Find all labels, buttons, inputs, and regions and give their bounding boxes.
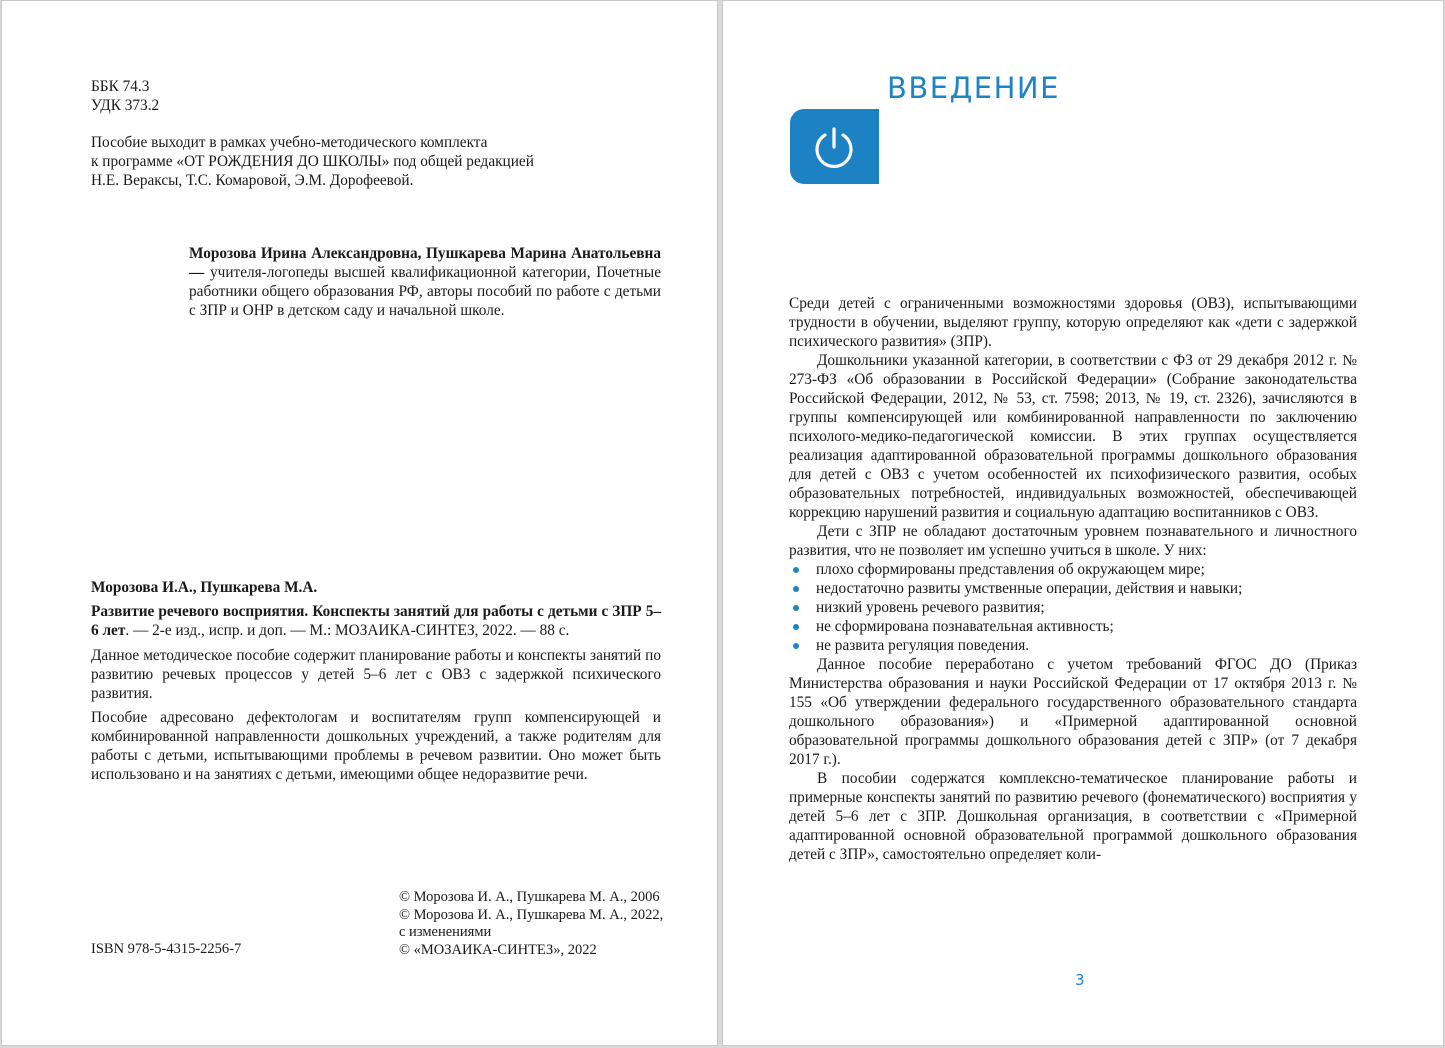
chapter-title: ВВЕДЕНИЕ (887, 71, 1060, 105)
bullet-text: плохо сформированы представления об окружающем мире; (816, 561, 1205, 578)
bullet-dot-icon (793, 586, 799, 592)
isbn: ISBN 978-5-4315-2256-7 (91, 941, 242, 957)
authors-names: Морозова Ирина Александровна, Пушкарева Марина Анатольевна — (189, 245, 661, 281)
body-paragraph: В пособии содержатся комплексно-тематическое планирование работы и примерные конспекты занятий по развитию речевого (фонематического) восприятия у детей 5–6 лет с ЗПР. Дошкольная организация, в соответствии с «Примерной адаптированной основной образовательной программой дошкольного образования детей с ЗПР», самостоятельно определяет коли- (789, 770, 1357, 863)
copyright-line: © Морозова И. А., Пушкарева М. А., 2022, (399, 906, 664, 923)
bullet-item (789, 598, 1357, 617)
series-note-line: Н.Е. Вераксы, Т.С. Комаровой, Э.М. Дорофеевой. (91, 172, 414, 189)
authors-description: учителя-логопеды высшей квалификационной категории, Почетные работники общего образования РФ, авторы пособий по работе с детьми с ЗПР и ОНР в детском саду и начальной школе. (189, 264, 661, 319)
copyright-line: с изменениями (399, 924, 492, 940)
left-page (1, 0, 718, 1046)
udk-code: УДК 373.2 (91, 97, 160, 114)
right-page (722, 0, 1444, 1046)
body-paragraph: Дошкольники указанной категории, в соответствии с ФЗ от 29 декабря 2012 г. № 273-ФЗ «Об образовании в Российской Федерации» (Собрание законодательства Российской Федерации, 2012, № 53, ст. 7598; 2013, № 19, ст. 2326), зачисляются в группы компенсирующей или комбинированной направленности по заключению психолого-медико-педагогической комиссии. В этих группах осуществляется реализация адаптированной образовательной программы дошкольного образования для детей с ОВЗ с учетом особенностей их психофизического развития, особых образовательных потребностей, индивидуальных возможностей, обеспечивающей коррекцию нарушений развития и социальную адаптацию воспитанников с ОВЗ. (789, 352, 1357, 521)
power-icon (810, 123, 858, 171)
bullet-text: низкий уровень речевого развития; (816, 599, 1045, 616)
bullet-text: не развита регуляция поведения. (816, 637, 1030, 654)
copyright-block (399, 889, 669, 959)
bullet-text: недостаточно развиты умственные операции, действия и навыки; (816, 580, 1243, 597)
body-paragraph: Данное пособие переработано с учетом требований ФГОС ДО (Приказ Министерства образования и науки Российской Федерации от 17 октября 2013 г. № 155 «Об утверждении федерального государственного образовательного стандарта дошкольного образования») и «Примерной адаптированной основной образовательной программы дошкольного образования детей с ЗПР» (от 7 декабря 2017 г.). (789, 656, 1357, 768)
bullet-item (789, 579, 1357, 598)
bibliographic-record (91, 578, 661, 789)
bullet-dot-icon (793, 605, 799, 611)
bullet-dot-icon (793, 567, 799, 573)
bullet-item (789, 617, 1357, 636)
authors-bio (189, 244, 661, 320)
series-note-line: к программе «ОТ РОЖДЕНИЯ ДО ШКОЛЫ» под общей редакцией (91, 153, 534, 170)
bib-title-line (91, 602, 661, 640)
page-number: 3 (1075, 971, 1085, 989)
annotation (91, 646, 661, 784)
bullet-dot-icon (793, 643, 799, 649)
bullet-item (789, 560, 1357, 579)
body-paragraph: Дети с ЗПР не обладают достаточным уровнем познавательного и личностного развития, что не позволяет им успешно учиться в школе. У них: (789, 523, 1357, 559)
bullet-dot-icon (793, 624, 799, 630)
copyright-line: © Морозова И. А., Пушкарева М. А., 2006 (399, 889, 660, 905)
copyright-line: © «МОЗАИКА-СИНТЕЗ», 2022 (399, 941, 597, 958)
chapter-icon-box (790, 109, 879, 184)
series-note (91, 133, 571, 190)
bib-edition-info: . — 2-е изд., испр. и доп. — М.: МОЗАИКА-СИНТЕЗ, 2022. — 88 с. (125, 622, 570, 639)
annotation-paragraph: Данное методическое пособие содержит планирование работы и конспекты занятий по развитию речевых процессов у детей 5–6 лет с ОВЗ с задержкой психического развития. (91, 647, 661, 702)
bullet-list (789, 560, 1357, 655)
bib-authors: Морозова И.А., Пушкарева М.А. (91, 579, 318, 596)
body-paragraph: Среди детей с ограниченными возможностями здоровья (ОВЗ), испытывающими трудности в обучении, выделяют группу, которую определяют как «дети с задержкой психического развития» (ЗПР). (789, 295, 1357, 350)
bbk-code: ББК 74.3 (91, 78, 150, 95)
annotation-paragraph: Пособие адресовано дефектологам и воспитателям групп компенсирующей и комбинированной направленности дошкольных учреждений, а также родителям для работы с детьми, испытывающими проблемы в речевом развитии. Оно может быть использовано и на занятиях с детьми, имеющими общее недоразвитие речи. (91, 709, 661, 783)
series-note-line: Пособие выходит в рамках учебно-методического комплекта (91, 134, 488, 151)
classification-codes (91, 77, 159, 115)
bib-title: Развитие речевого восприятия. Конспекты занятий для работы с детьми с ЗПР 5–6 лет (91, 603, 661, 639)
bullet-text: не сформирована познавательная активность; (816, 618, 1114, 635)
body-text (789, 294, 1357, 864)
bullet-item (789, 636, 1357, 655)
